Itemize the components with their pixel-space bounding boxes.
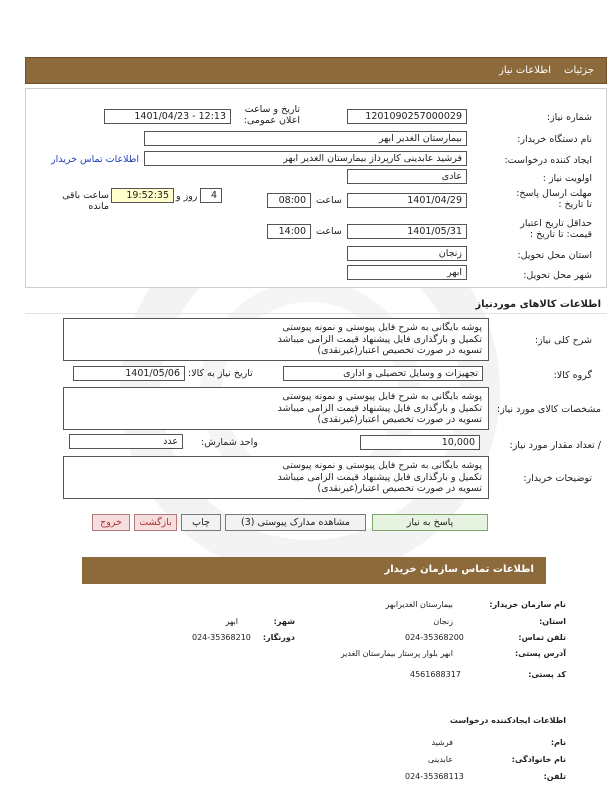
back-button[interactable]: بازگشت <box>134 514 177 531</box>
buyer-notes-label: توضیحات خریدار: <box>523 473 592 484</box>
days-label: روز و <box>176 191 198 202</box>
remaining-label: ساعت باقی مانده <box>62 190 109 212</box>
goods-group-field: تجهیزات و وسایل تحصیلی و اداری <box>283 366 483 381</box>
goods-section-title: اطلاعات کالاهای موردنیاز <box>475 299 601 310</box>
header-bar <box>25 57 607 84</box>
postal-value: 4561688317 <box>410 670 461 679</box>
address-value: ابهر بلوار پرستار بیمارستان الغدیر <box>340 649 453 658</box>
creator-phone-value: 024-35368113 <box>405 772 464 781</box>
requester-field: فرشید عابدینی کارپرداز بیمارستان الغدیر ابهر <box>144 151 467 166</box>
validity-time-field: 14:00 <box>267 224 311 239</box>
specs-label: مشخصات کالای مورد نیاز: <box>496 404 601 415</box>
reply-deadline-label: مهلت ارسال پاسخ: تا تاریخ : <box>516 188 592 210</box>
contact-province-label: استان: <box>539 617 566 626</box>
reply-time-label: ساعت <box>316 195 342 206</box>
reply-date-field: 1401/04/29 <box>347 193 467 208</box>
buyer-org-label: نام دستگاه خریدار: <box>517 134 592 145</box>
unit-field: عدد <box>69 434 183 449</box>
validity-time-label: ساعت <box>316 226 342 237</box>
need-date-field: 1401/05/06 <box>73 366 185 381</box>
qty-field: 10,000 <box>360 435 480 450</box>
creator-title: اطلاعات ایجادکننده درخواست <box>449 716 566 725</box>
first-name-value: فرشید <box>431 738 453 747</box>
creator-phone-label: تلفن: <box>543 772 566 781</box>
need-date-label: تاریخ نیاز به کالا: <box>188 368 253 379</box>
validity-date-field: 1401/05/31 <box>347 224 467 239</box>
requester-label: ایجاد کننده درخواست: <box>504 155 592 166</box>
contact-city-value: ابهر <box>225 617 238 626</box>
reply-time-field: 08:00 <box>267 193 311 208</box>
general-desc-field: پوشه بایگانی به شرح فایل پیوستی و نمونه پیوستی تکمیل و بارگذاری فایل پیشنهاد قیمت الزامی میباشد تسویه در صورت تخصیص اعتبار(غیرنقدی) <box>63 318 489 361</box>
contact-province-value: زنجان <box>433 617 453 626</box>
need-number-field: 1201090257000029 <box>347 109 467 124</box>
buyer-org-field: بیمارستان الغدیر ابهر <box>144 131 467 146</box>
qty-label: / تعداد مقدار مورد نیاز: <box>509 440 601 451</box>
reply-button[interactable]: پاسخ به نیاز <box>372 514 488 531</box>
phone-value: 024-35368200 <box>405 633 464 642</box>
contact-title: اطلاعات تماس سازمان خریدار <box>384 564 534 575</box>
announce-field: 1401/04/23 - 12:13 <box>104 109 231 124</box>
announce-label: تاریخ و ساعت اعلان عمومی: <box>243 104 300 126</box>
price-validity-label: حداقل تاریخ اعتبار قیمت: تا تاریخ : <box>520 218 592 240</box>
section-divider <box>25 313 607 314</box>
province-field: زنجان <box>347 246 467 261</box>
remaining-time-field: 19:52:35 <box>111 188 174 203</box>
contact-city-label: شهر: <box>273 617 295 626</box>
phone-label: تلفن تماس: <box>518 633 566 642</box>
buyer-contact-link[interactable]: اطلاعات تماس خریدار <box>51 154 140 165</box>
need-number-label: شماره نیاز: <box>546 112 592 123</box>
days-count-field: 4 <box>200 188 222 203</box>
tab-details[interactable]: جزئیات <box>564 65 594 76</box>
first-name-label: نام: <box>550 738 566 747</box>
tab-need-info[interactable]: اطلاعات نیاز <box>499 65 551 76</box>
last-name-value: عابدینی <box>428 755 453 764</box>
unit-label: واحد شمارش: <box>201 437 258 448</box>
goods-group-label: گروه کالا: <box>553 370 592 381</box>
org-name-value: بیمارستان الغدیرابهر <box>385 600 453 609</box>
province-label: استان محل تحویل: <box>517 250 592 261</box>
general-desc-label: شرح کلی نیاز: <box>534 335 592 346</box>
priority-field: عادی <box>347 169 467 184</box>
exit-button[interactable]: خروج <box>92 514 130 531</box>
print-button[interactable]: چاپ <box>181 514 221 531</box>
org-name-label: نام سازمان خریدار: <box>489 600 566 609</box>
last-name-label: نام خانوادگی: <box>511 755 566 764</box>
priority-label: اولویت نیاز : <box>542 173 592 184</box>
specs-field: پوشه بایگانی به شرح فایل پیوستی و نمونه پیوستی تکمیل و بارگذاری فایل پیشنهاد قیمت الزامی میباشد تسویه در صورت تخصیص اعتبار(غیرنقدی) <box>63 387 489 430</box>
address-label: آدرس پستی: <box>515 649 566 658</box>
fax-label: دورنگار: <box>262 633 295 642</box>
city-field: ابهر <box>347 265 467 280</box>
city-label: شهر محل تحویل: <box>523 270 592 281</box>
contact-header-bar <box>82 557 546 584</box>
buyer-notes-field: پوشه بایگانی به شرح فایل پیوستی و نمونه پیوستی تکمیل و بارگذاری فایل پیشنهاد قیمت الزامی میباشد تسویه در صورت تخصیص اعتبار(غیرنقدی) <box>63 456 489 499</box>
postal-label: کد پستی: <box>528 670 566 679</box>
attachments-button[interactable]: مشاهده مدارک پیوستی (3) <box>225 514 366 531</box>
fax-value: 024-35368210 <box>192 633 251 642</box>
